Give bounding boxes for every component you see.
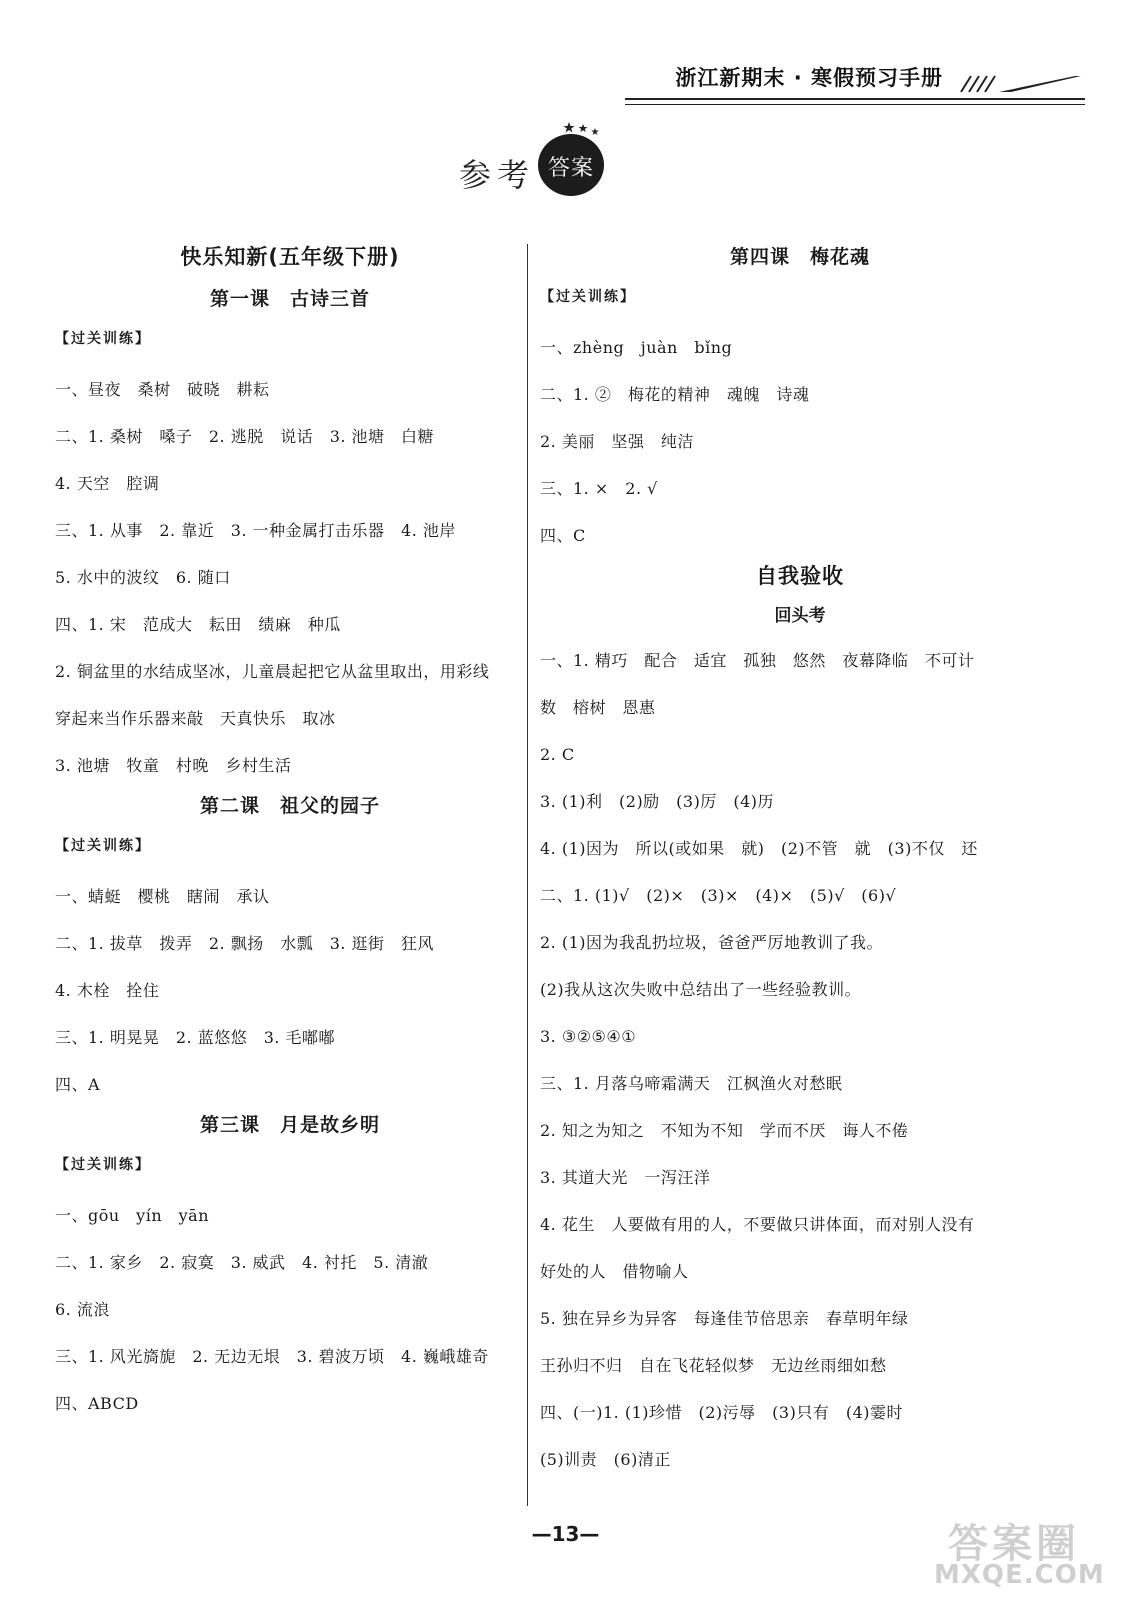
answer-line: 2. C [540,745,575,764]
answer-line: 4. 花生 人要做有用的人，不要做只讲体面，而对别人没有 [540,1215,975,1234]
answer-line: 二、1. 拔草 拨弄 2. 飘扬 水瓢 3. 逛街 狂风 [55,934,435,953]
answer-line: 三、1. 从事 2. 靠近 3. 一种金属打击乐器 4. 池岸 [55,521,456,540]
header-rule [625,98,1085,100]
answer-line: 一、蜻蜓 樱桃 瞎闹 承认 [55,887,270,906]
right-column [540,240,1060,1483]
answer-line: 3. (1)利 (2)励 (3)厉 (4)历 [540,792,775,811]
header-title: 浙江新期末 · 寒假预习手册 [675,66,943,90]
lesson-title: 第三课 月是故乡明 [199,1114,380,1136]
answer-line: 一、1. 精巧 配合 适宜 孤独 悠然 夜幕降临 不可计 [540,651,975,670]
watermark-logo [934,1512,1124,1592]
exercise-tag: 【过关训练】 [55,838,151,854]
answer-line: 王孙归不归 自在飞花轻似梦 无边丝雨细如愁 [540,1356,887,1375]
answer-line: 2. 美丽 坚强 纯洁 [540,432,694,451]
header-rule-thin [625,104,1085,105]
section-title: 快乐知新(五年级下册) [180,245,400,269]
answer-line: 4. (1)因为 所以(或如果 就) (2)不管 就 (3)不仅 还 [540,839,978,858]
answer-line: 三、1. 明晃晃 2. 蓝悠悠 3. 毛嘟嘟 [55,1028,336,1047]
answer-line: 二、1. 家乡 2. 寂寞 3. 威武 4. 衬托 5. 清澈 [55,1253,429,1272]
watermark-text: 答案圈 [948,1521,1080,1567]
lesson-title: 第一课 古诗三首 [209,288,370,310]
answer-line: 4. 天空 腔调 [55,474,160,493]
answer-line: 2. 铜盆里的水结成坚冰，儿童晨起把它从盆里取出，用彩线 [55,662,490,681]
answer-heading [455,120,695,210]
column-divider [527,244,528,1506]
answer-line: 四、A [55,1075,101,1094]
answer-line: 5. 独在异乡为异客 每逢佳节倍思亲 春草明年绿 [540,1309,909,1328]
sub-title: 回头考 [774,606,826,626]
answer-line: 6. 流浪 [55,1300,110,1319]
answer-line: 四、1. 宋 范成大 耘田 绩麻 种瓜 [55,615,341,634]
answer-line: 四、ABCD [55,1394,139,1413]
lesson-title: 第二课 祖父的园子 [199,795,380,817]
watermark-url: MXQE.COM [934,1560,1105,1590]
running-header [625,56,1085,106]
answer-heading-text: 参考 [459,156,536,194]
answer-line: 2. 知之为知之 不知为不知 学而不厌 诲人不倦 [540,1121,909,1140]
answer-line: 数 榕树 恩惠 [540,698,656,717]
answer-line: 三、1. 风光旖旎 2. 无边无垠 3. 碧波万顷 4. 巍峨雄奇 [55,1347,489,1366]
answer-line: 三、1. 月落乌啼霜满天 江枫渔火对愁眠 [540,1074,843,1093]
answer-line: (5)训责 (6)清正 [540,1450,671,1469]
exercise-tag: 【过关训练】 [55,331,151,347]
answer-line: 一、昼夜 桑树 破晓 耕耘 [55,380,270,399]
answer-line: 5. 水中的波纹 6. 随口 [55,568,231,587]
answer-line: 四、C [540,526,586,545]
answer-line: 4. 木栓 拴住 [55,981,160,1000]
answer-line: 四、(一)1. (1)珍惜 (2)污辱 (3)只有 (4)霎时 [540,1403,903,1422]
answer-line: 一、gōu yín yān [55,1206,210,1225]
answer-line: 三、1. × 2. √ [540,479,658,498]
answer-line: 3. 其道大光 一泻汪洋 [540,1168,711,1187]
answer-badge-text: 答案 [547,156,594,181]
exercise-tag: 【过关训练】 [540,289,636,305]
answer-line: 一、zhèng juàn bǐng [540,338,733,357]
answer-line: 3. 池塘 牧童 村晚 乡村生活 [55,756,292,775]
answer-line: 二、1. ② 梅花的精神 魂魄 诗魂 [540,385,810,404]
section-title: 自我验收 [756,564,844,588]
star-icon [563,120,603,140]
answer-badge [538,134,604,196]
answer-line: 穿起来当作乐器来敲 天真快乐 取冰 [55,709,336,728]
answer-line: (2)我从这次失败中总结出了一些经验教训。 [540,980,862,999]
answer-line: 2. (1)因为我乱扔垃圾，爸爸严厉地教训了我。 [540,933,884,952]
header-stripes-icon [955,70,1085,94]
page-number: —13— [531,1522,600,1546]
answer-line: 二、1. 桑树 嗓子 2. 逃脱 说话 3. 池塘 白糖 [55,427,435,446]
answer-line: 二、1. (1)√ (2)× (3)× (4)× (5)√ (6)√ [540,886,897,905]
answer-line: 好处的人 借物喻人 [540,1262,689,1281]
exercise-tag: 【过关训练】 [55,1157,151,1173]
lesson-title: 第四课 梅花魂 [729,246,870,268]
answer-line: 3. ③②⑤④① [540,1027,637,1046]
left-column [55,240,525,1427]
